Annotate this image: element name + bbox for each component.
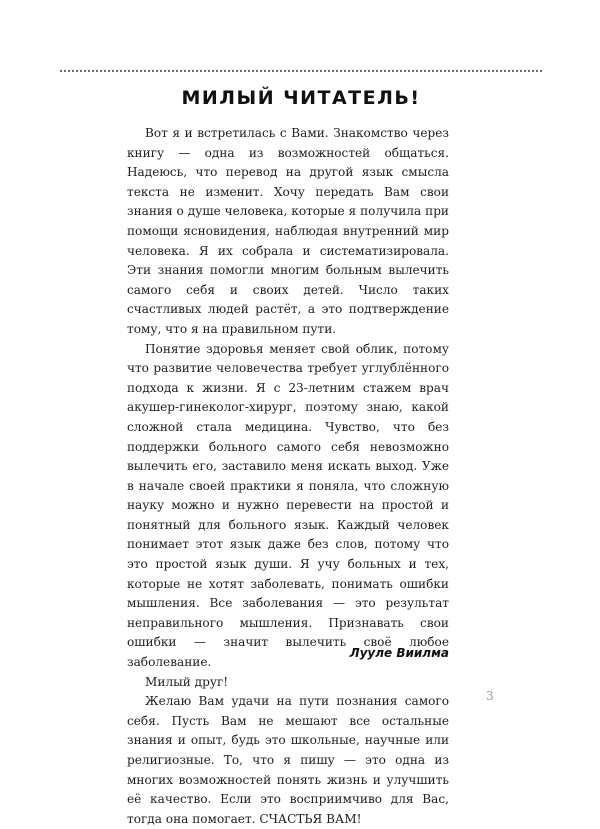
body-text (127, 124, 449, 829)
page-number: 3 (486, 689, 494, 703)
paragraph-2: Понятие здоровья меняет свой облик, потому что развитие человечества требует углублённого подхода к жизни. Я с 23-летним стажем врач акушер-гинеколог-хирург, поэтому знаю, какой сложной стала медицина. Чувство, что без поддержки больного самого себя невозможно вылечить его, заставило меня искать выход. Уже в начале своей практики я поняла, что сложную науку можно и нужно перевести на простой и понятный для больного язык. Каждый человек понимает этот язык даже без слов, потому что это простой язык души. Я учу больных и тех, которые не хотят заболевать, понимать ошибки мышления. Все заболевания — это результат неправильного мышления. Признавать свои ошибки — значит вылечить своё любое заболевание. (127, 341, 449, 670)
author-signature: Лууле Виилма (349, 646, 449, 660)
paragraph-1: Вот я и встретилась с Вами. Знакомство через книгу — одна из возможностей общаться. Надеюсь, что перевод на другой язык смысла текста не изменит. Хочу передать Вам свои знания о душе человека, которые я получила при помощи ясновидения, наблюдая внутренний мир человека. Я их собрала и систематизировала. Эти знания помогли многим больным вылечить самого себя и своих детей. Число таких счастливых людей растёт, а это подтверждение тому, что я на правильном пути. (127, 126, 449, 336)
page-title: МИЛЫЙ ЧИТАТЕЛЬ! (181, 87, 421, 109)
dotted-divider (60, 70, 542, 72)
paragraph-4: Желаю Вам удачи на пути познания самого себя. Пусть Вам не мешают все остальные знания и опыт, будь это школьные, научные или религиозные. То, что я пишу — это одна из многих возможностей понять жизнь и улучшить её качество. Если это восприимчиво для Вас, тогда она помогает. СЧАСТЬЯ ВАМ! (127, 694, 449, 826)
paragraph-3: Милый друг! (145, 674, 229, 689)
